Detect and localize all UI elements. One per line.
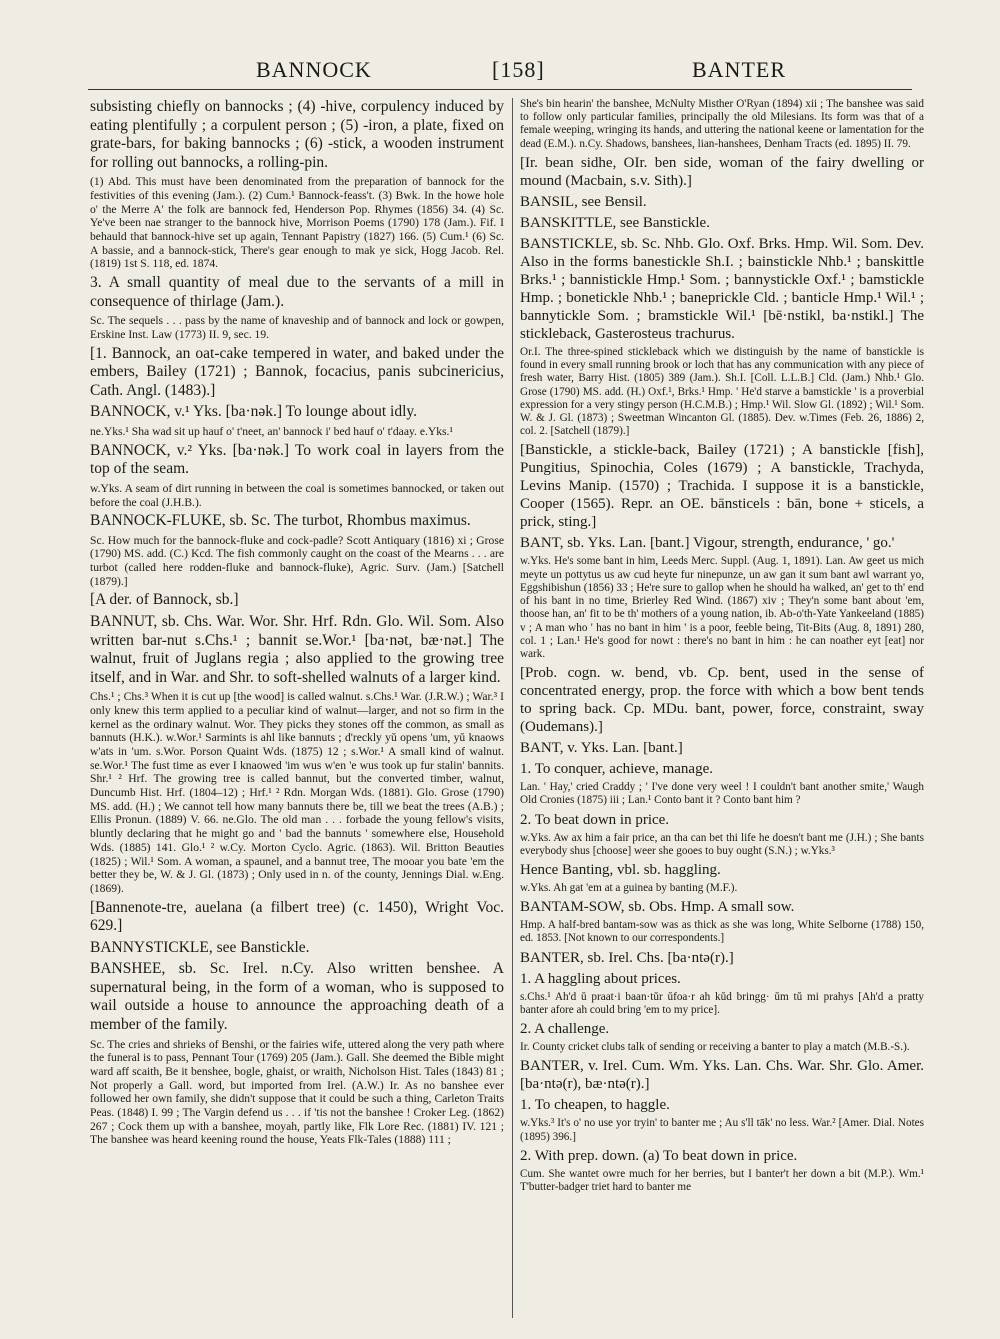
- page-header: [90, 57, 912, 87]
- citation-text: (1) Abd. This must have been denominated from the preparation of bannock for the festivities of this evening (Jam.). (2) Cum.¹ Bannock-feass't. (3) Bwk. In the howe hole o' the Merre A' the folk are bannock fed, Henderson Pop. Rhymes (1856) 34. (4) Sc. Ye've been nae stranger to the bannock hive, Morrison Poems (1790) 178 (Jam.). Fif. I behauld that bannock-hive set up again, Tennant Papistry (1827) 166. (5) Cum.¹ (6) Sc. A bassie, and a bannock-stick, There's gear enough to mak ye sick, Hogg Jacob. Rel. (1819) 1st S. 118, ed. 1874.: [90, 175, 504, 271]
- entry-text: subsisting chiefly on bannocks ; (4) -hive, corpulency induced by eating plentifully ; a corpulent person ; (5) -iron, a plate, fixed on grate-bars, for baking bannocks ; (6) -stick, a wooden instrument for rolling out bannocks, a rolling-pin.: [90, 98, 504, 171]
- entry-text: BANT, sb. Yks. Lan. [bant.] Vigour, strength, endurance, ' go.': [520, 535, 895, 552]
- entry-text: 3. A small quantity of meal due to the servants of a mill in consequence of thirlage (Jam.).: [90, 274, 504, 310]
- citation-text: ne.Yks.¹ Sha wad sit up hauf o' t'neet, an' bannock i' bed hauf o' t'daay. e.Yks.¹: [90, 424, 453, 438]
- entry-text: BANNOCK, v.¹ Yks. [ba·nək.] To lounge about idly.: [90, 403, 418, 421]
- entry-text: 2. With prep. down. (a) To beat down in price.: [520, 1147, 798, 1164]
- entry-text: BANSIL, see Bensil.: [520, 193, 647, 210]
- right-column: [520, 98, 924, 1318]
- citation-text: Sc. The sequels . . . pass by the name of knaveship and of bannock and lock or gowpen, Erskine Inst. Law (1773) II. 9, sec. 19.: [90, 314, 504, 341]
- entry-text: BANNUT, sb. Chs. War. Wor. Shr. Hrf. Rdn. Glo. Wil. Som. Also written bar-nut s.Chs.¹ ; bannit se.Wor.¹ [ba·nət, bæ·nət.] The walnut, fruit of Juglans regia ; also applied to the growing tree itself, and in War. and Shr. to soft-shelled walnuts of a larger kind.: [90, 613, 504, 686]
- entry-text: BANTER, v. Irel. Cum. Wm. Yks. Lan. Chs. War. Shr. Glo. Amer. [ba·ntə(r), bæ·ntə(r).]: [520, 1058, 924, 1093]
- entry-text: 1. To conquer, achieve, manage.: [520, 761, 713, 778]
- citation-text: Sc. The cries and shrieks of Benshi, or the fairies wife, uttered along the very path where the funeral is to pass, Pennant Tour (1769) 205 (Jam.). Gall. She deemed the Bible might ward aff scaith, Be it benshee, bogle, ghaist, or wraith, Nicholson Hist. Tales (1843) 81 ; Not properly a Gall. word, but imported from Irel. (A.W.) Ir. As no banshee ever followed her own family, she didn't suppose that it could be such a thing, Carleton Traits Peas. (1848) I. 99 ; The Vargin defend us . . . if 'tis not the banshee ! Croker Leg. (1862) 267 ; Cock them up with a banshee, moyah, partly like, Flk Lore Rec. (1881) IV. 121 ; The banshee was heard keening round the house, Yeats Flk-Tales (1888) 111 ;: [90, 1037, 504, 1147]
- entry-text: BANSKITTLE, see Banstickle.: [520, 214, 710, 231]
- entry-text: 1. A haggling about prices.: [520, 970, 681, 987]
- left-column: [90, 98, 504, 1318]
- entry-text: BANTER, sb. Irel. Chs. [ba·ntə(r).]: [520, 949, 734, 966]
- entry-text: BANNYSTICKLE, see Banstickle.: [90, 938, 310, 956]
- entry-text: [A der. of Bannock, sb.]: [90, 591, 239, 609]
- citation-text: Lan. ' Hay,' cried Craddy ; ' I've done very weel ! I couldn't bant another smite,' Waugh Old Cronies (1875) iii ; Lan.¹ Conto bant it ? Conto bant him ?: [520, 781, 924, 807]
- citation-text: w.Yks. He's some bant in him, Leeds Merc. Suppl. (Aug. 1, 1891). Lan. Aw geet us mich meyte un pottytus us aw cud heyte fur ninepunze, un aw gan it sum bant awl warrant yo, Eggshibishun (1856) 33 ; He're sure to gallop when he should ha walked, an' get to th' end of his bant in no time, Brierley Red Wind. (1867) xiv ; They'n some bant about 'em, thoose han, an' fit to be th' mothers of a young nation, ib. Ab-o'th-Yate Yankeeland (1885) v ; A man who ' has no bant in him ' is a poor, feeble being, Tit-Bits (Aug. 8, 1891) 280, col. 1 ; Lan.¹ He's good for nowt : there's no bant in him : he can noather eyt [eat] nor wark.: [520, 555, 924, 660]
- entry-text: Hence Banting, vbl. sb. haggling.: [520, 862, 721, 879]
- citation-text: Hmp. A half-bred bantam-sow was as thick as she was long, White Selborne (1788) 150, ed. 1853. [Not known to our correspondents.]: [520, 919, 924, 945]
- entry-text: [Banstickle, a stickle-back, Bailey (1721) ; A banstickle [fish], Pungitius, Spinochia, Coles (1679) ; A banstickle, Trachyda, Levins Manip. (1570) ; Trachida. I suppose it is a banstickle, Cooper (1565). Repr. an OE. bānsticels : bān, bone + sticels, a prick, sting.]: [520, 442, 924, 531]
- citation-text: s.Chs.¹ Ah'd ŭ praat·i baan·tŭr ŭfoa·r ah kŭd bringg· ŭm tŭ mi prahys [Ah'd a pratty banter afore ah could bring 'em to my price].: [520, 990, 924, 1016]
- citation-text: w.Yks. Aw ax him a fair price, an tha can bet thi life he doesn't bant me (J.H.) ; She bants everybody shus [choose] weer she gooes to buy ought (S.N.) ; w.Yks.³: [520, 831, 924, 857]
- entry-text: BANT, v. Yks. Lan. [bant.]: [520, 740, 683, 757]
- entry-text: BANTAM-SOW, sb. Obs. Hmp. A small sow.: [520, 899, 795, 916]
- citation-text: w.Yks. A seam of dirt running in between the coal is sometimes bannocked, or taken out before the coal (J.H.B.).: [90, 481, 504, 509]
- header-rule: [88, 89, 912, 90]
- entry-text: BANNOCK, v.² Yks. [ba·nək.] To work coal in layers from the top of the seam.: [90, 441, 504, 478]
- header-left-headword: BANNOCK: [256, 57, 372, 82]
- citation-text: Cum. She wantet owre much for her berries, but I banter't her down a bit (M.P.). Wm.¹ T'butter-badger triet hard to banter me: [520, 1167, 924, 1193]
- entry-text: 1. To cheapen, to haggle.: [520, 1097, 670, 1114]
- citation-text: Chs.¹ ; Chs.³ When it is cut up [the wood] is called walnut. s.Chs.¹ War. (J.R.W.) ; War.³ I only knew this term applied to a peculiar kind of walnut—larger, and not so firm in the kernel as the ordinary walnut. Wor. They picks they stones off the common, as small as bannuts (H.K.). w.Wor.¹ Sarmints is ahl like bannuts ; d'reckly yŭ opens 'um, yŭ knaows w'ats in 'um. s.Wor. Porson Quaint Wds. (1875) 12 ; s.Wor.¹ A small kind of walnut. se.Wor.¹ The fust time as ever I knaowed 'im wus w'en 'e wus took up fur stalin' bannits. Shr.¹ ² Hrf. The growing tree is called bannut, but the converted timber, walnut, Duncumb Hist. Hrf. (1804–12) ; Hrf.¹ ² Rdn. Morgan Wds. (1881). Glo. Grose (1790) MS. add. (H.) ; We cannot tell how many bannuts there be, till we beat the trees (A.B.) ; Ellis Pronun. (1889) V. 66. ne.Glo. The old man . . . forbade the young fellow's visits, bluntly declaring that he might go and ' bad the bannuts ' somewhere else, Household Wds. (1885) 141. Glo.¹ ² w.Cy. Morton Cyclo. Agric. (1863). Wil. Britton Beauties (1825) ; Wil.¹ Som. A woman, a spaunel, and a bannut tree, The mooar you bate 'em the better they be, W. & J. Gl. (1873) ; Only used in n. of the county, Jennings Dial. w.Eng. (1869).: [90, 690, 504, 895]
- citation-text: She's bin hearin' the banshee, McNulty Misther O'Ryan (1894) xii ; The banshee was said to follow only particular families, principally the old Milesians. Its form was that of a female weeping, wringing its hands, and uttering the national keene or lamentation for the dead (E.M.). n.Cy. Shadows, banshees, lian-hanshees, Denham Tracts (ed. 1895) II. 79.: [520, 98, 924, 150]
- column-divider: [512, 98, 513, 1318]
- citation-text: w.Yks.³ It's o' no use yor tryin' to banter me ; Au s'll tāk' no less. War.² [Amer. Dial. Notes (1895) 396.]: [520, 1117, 924, 1143]
- entry-text: BANNOCK-FLUKE, sb. Sc. The turbot, Rhombus maximus.: [90, 512, 471, 530]
- entry-text: [Ir. bean sidhe, OIr. ben side, woman of the fairy dwelling or mound (Macbain, s.v. Sith).]: [520, 154, 924, 189]
- entry-text: BANSHEE, sb. Sc. Irel. n.Cy. Also written benshee. A supernatural being, in the form of a woman, who is supposed to wail outside a house to announce the approaching death of a member of the family.: [90, 960, 504, 1034]
- entry-text: 2. To beat down in price.: [520, 811, 670, 828]
- page-number: [158]: [492, 57, 545, 82]
- entry-text: BANSTICKLE, sb. Sc. Nhb. Glo. Oxf. Brks. Hmp. Wil. Som. Dev. Also in the forms banestickle Sh.I. ; bainstickle Nhb.¹ ; banskittle Brks.¹ ; bannistickle Hmp.¹ Som. ; bannystickle Oxf.¹ ; bamstickle Hmp. ; bonetickle Nhb.¹ ; baneprickle Cld. ; banticle Hmp.¹ Wil.¹ ; bannytickle Som. ; bramstickle Wil.¹ [bē·nstikl, ba·nstikl.] The stickleback, Gasterosteus trachurus.: [520, 235, 924, 342]
- header-right-headword: BANTER: [692, 57, 786, 82]
- citation-text: Sc. How much for the bannock-fluke and cock-padle? Scott Antiquary (1816) xi ; Grose (1790) MS. add. (C.) Kcd. The fish commonly caught on the coast of the Mearns . . . are turbot (called here rodden-fluke and bannock-fluke), Agric. Surv. (Jam.) [Satchell (1879).]: [90, 533, 504, 588]
- entry-text: [Bannenote-tre, auelana (a filbert tree) (c. 1450), Wright Voc. 629.]: [90, 898, 504, 935]
- citation-text: Or.I. The three-spined stickleback which we distinguish by the name of banstickle is found in every small running brook or loch that has any communication with any piece of fresh water, Barry Hist. (1805) 389 (Jam.). Sh.I. [Coll. L.L.B.] Cld. (Jam.) Nhb.¹ Glo. Grose (1790) MS. add. (H.) Oxf.¹, Brks.¹ Hmp. ' He'd starve a bamstickle ' is a proverbial expression for a very stingy person (H.C.M.B.) ; Hmp.¹ Wil. Slow Gl. (1892) ; Wil.¹ Som. W. & J. Gl. (1873) ; Sweetman Wincanton Gl. (1885). Dev. w.Times (Feb. 26, 1886) 2, col. 2. [Satchell (1879).]: [520, 345, 924, 438]
- entry-text: 2. A challenge.: [520, 1021, 610, 1038]
- citation-text: w.Yks. Ah gat 'em at a guinea by banting (M.F.).: [520, 882, 738, 895]
- entry-text: [1. Bannock, an oat-cake tempered in water, and baked under the embers, Bailey (1721) ; Bannok, focacius, panis subcinericius, Cath. Angl. (1483).]: [90, 344, 504, 399]
- entry-text: [Prob. cogn. w. bend, vb. Cp. bent, used in the sense of concentrated energy, prop. the force with which a bow bent tends to spring back. Cp. MDu. bant, power, force, constraint, sway (Oudemans).]: [520, 665, 924, 736]
- citation-text: Ir. County cricket clubs talk of sending or receiving a banter to play a match (M.B.-S.).: [520, 1041, 910, 1054]
